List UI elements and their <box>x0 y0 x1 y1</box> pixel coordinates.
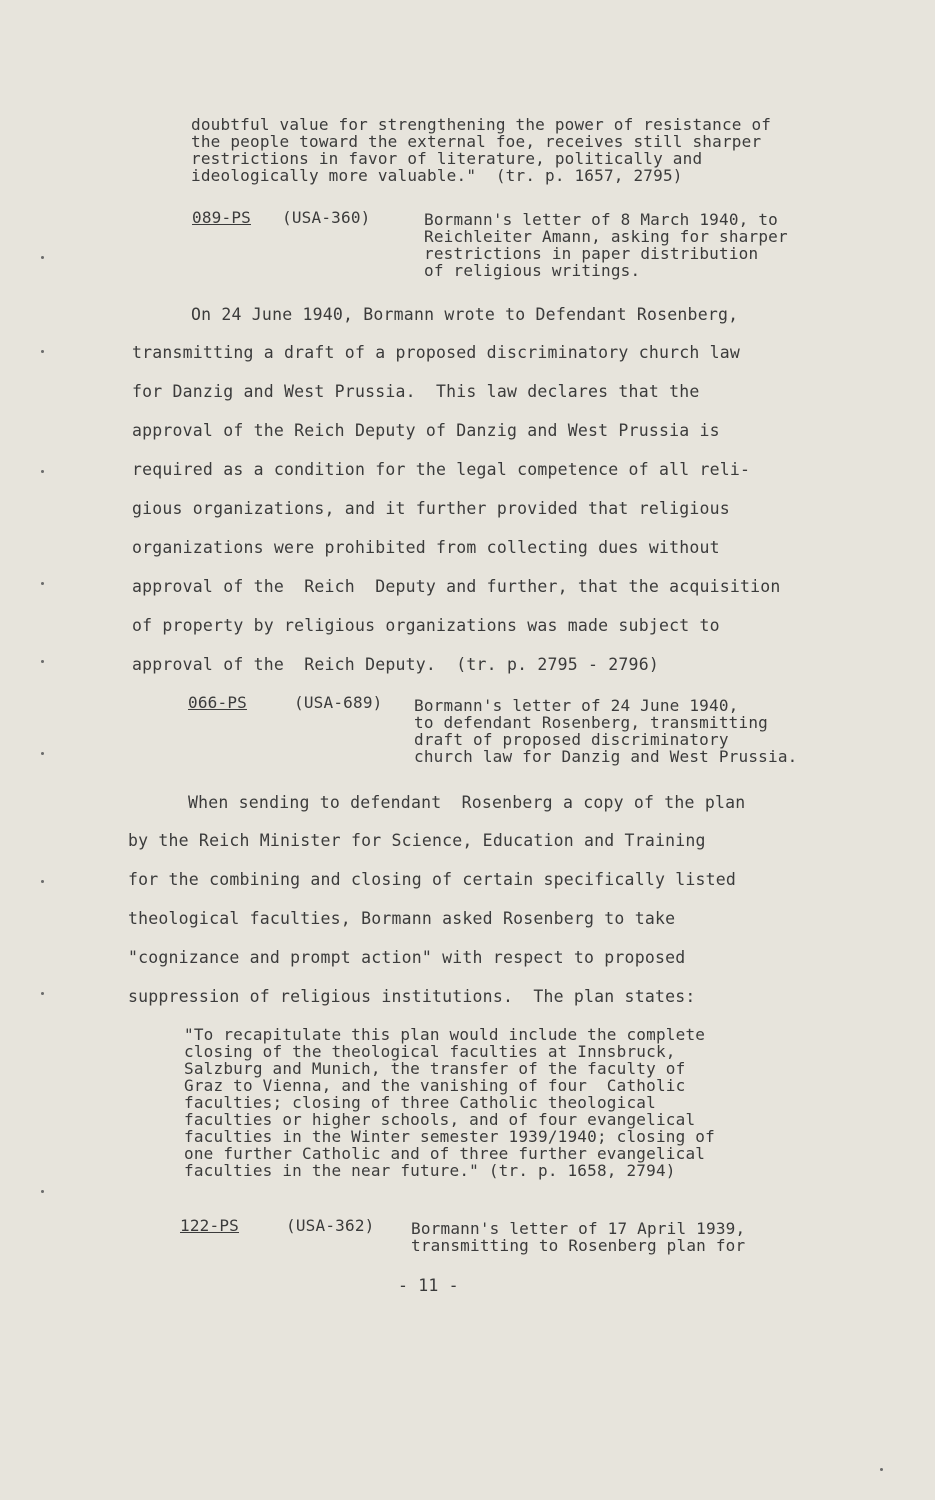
citation-ref: 089-PS <box>192 208 251 227</box>
quote-line: restrictions in favor of literature, politically and <box>191 149 703 168</box>
paragraph-line: of property by religious organizations was made subject to <box>132 616 720 635</box>
quote-line: doubtful value for strengthening the power of resistance of <box>191 115 772 134</box>
margin-speck <box>41 582 44 585</box>
quote-line: faculties or higher schools, and of four evangelical <box>184 1110 696 1129</box>
citation-ref: 122-PS <box>180 1216 239 1235</box>
quote-line: "To recapitulate this plan would include the complete <box>184 1025 706 1044</box>
citation-description-line: transmitting to Rosenberg plan for <box>411 1236 746 1255</box>
margin-speck <box>41 992 44 995</box>
margin-speck <box>41 1190 44 1193</box>
quote-line: faculties in the Winter semester 1939/1940; closing of <box>184 1127 715 1146</box>
citation-description-line: Bormann's letter of 24 June 1940, <box>414 696 739 715</box>
citation-description-line: draft of proposed discriminatory <box>414 730 729 749</box>
paragraph-line: for the combining and closing of certain specifically listed <box>128 870 737 889</box>
paragraph-line: for Danzig and West Prussia. This law declares that the <box>132 382 700 401</box>
paragraph-line: required as a condition for the legal competence of all reli- <box>132 460 751 479</box>
citation-description-line: Reichleiter Amann, asking for sharper <box>424 227 788 246</box>
paragraph-line: transmitting a draft of a proposed discriminatory church law <box>132 343 741 362</box>
margin-speck <box>41 256 44 259</box>
quote-line: ideologically more valuable." (tr. p. 1657, 2795) <box>191 166 683 185</box>
citation-description-line: to defendant Rosenberg, transmitting <box>414 713 768 732</box>
paragraph-line: gious organizations, and it further provided that religious <box>132 499 730 518</box>
quote-line: faculties; closing of three Catholic theological <box>184 1093 656 1112</box>
paragraph-line: by the Reich Minister for Science, Education and Training <box>128 831 706 850</box>
citation-description-line: Bormann's letter of 17 April 1939, <box>411 1219 746 1238</box>
margin-speck <box>41 752 44 755</box>
citation-description-line: of religious writings. <box>424 261 641 280</box>
paragraph-line: approval of the Reich Deputy. (tr. p. 2795 - 2796) <box>132 655 659 674</box>
paragraph-line: "cognizance and prompt action" with respect to proposed <box>128 948 686 967</box>
margin-speck <box>41 350 44 353</box>
paragraph-line: On 24 June 1940, Bormann wrote to Defendant Rosenberg, <box>191 305 739 324</box>
margin-speck <box>880 1468 883 1471</box>
quote-line: the people toward the external foe, receives still sharper <box>191 132 762 151</box>
citation-description-line: restrictions in paper distribution <box>424 244 759 263</box>
citation-exhibit: (USA-689) <box>294 693 383 712</box>
paragraph-line: When sending to defendant Rosenberg a copy of the plan <box>188 793 746 812</box>
paragraph-line: organizations were prohibited from collecting dues without <box>132 538 720 557</box>
quote-line: Graz to Vienna, and the vanishing of four Catholic <box>184 1076 686 1095</box>
margin-speck <box>41 660 44 663</box>
quote-line: faculties in the near future." (tr. p. 1658, 2794) <box>184 1161 676 1180</box>
page-number: - 11 - <box>398 1276 459 1295</box>
quote-line: closing of the theological faculties at Innsbruck, <box>184 1042 676 1061</box>
citation-exhibit: (USA-362) <box>286 1216 375 1235</box>
citation-ref: 066-PS <box>188 693 247 712</box>
margin-speck <box>41 880 44 883</box>
paragraph-line: suppression of religious institutions. The plan states: <box>128 987 696 1006</box>
citation-description-line: Bormann's letter of 8 March 1940, to <box>424 210 778 229</box>
paragraph-line: theological faculties, Bormann asked Rosenberg to take <box>128 909 676 928</box>
citation-exhibit: (USA-360) <box>282 208 371 227</box>
paragraph-line: approval of the Reich Deputy of Danzig and West Prussia is <box>132 421 720 440</box>
citation-description-line: church law for Danzig and West Prussia. <box>414 747 798 766</box>
paragraph-line: approval of the Reich Deputy and further, that the acquisition <box>132 577 781 596</box>
quote-line: Salzburg and Munich, the transfer of the faculty of <box>184 1059 686 1078</box>
quote-line: one further Catholic and of three further evangelical <box>184 1144 706 1163</box>
margin-speck <box>41 470 44 473</box>
